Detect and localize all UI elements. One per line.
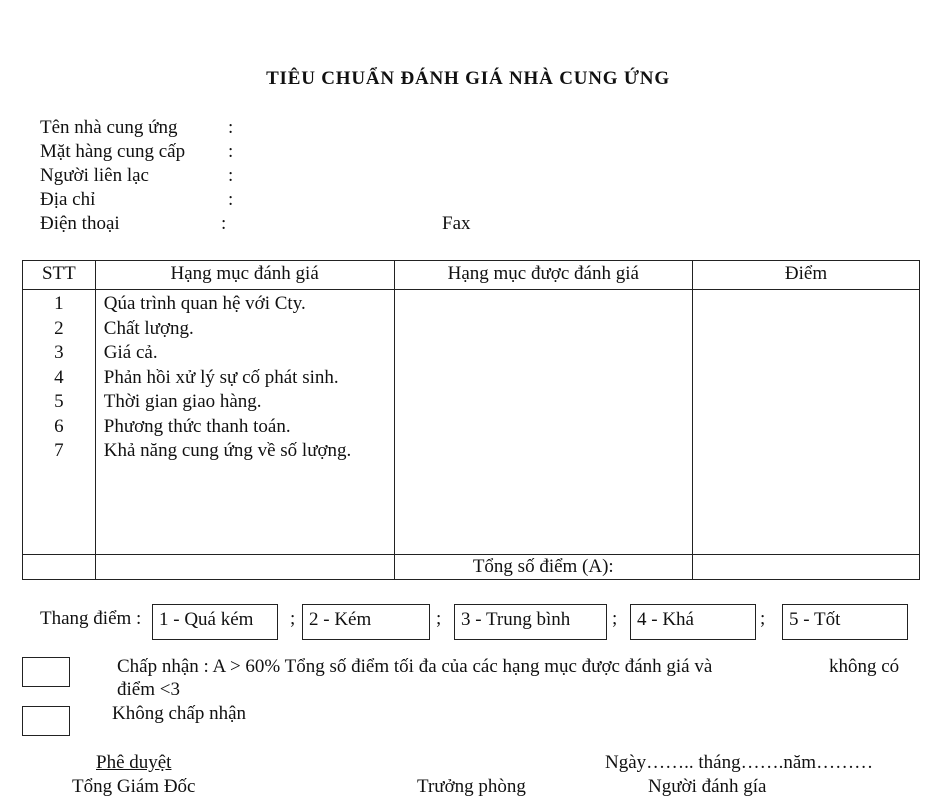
criteria-item: Thời gian giao hàng.	[103, 391, 262, 412]
score-cell[interactable]	[693, 290, 920, 555]
total-empty-stt	[23, 555, 96, 580]
criteria-item: Phản hồi xử lý sự cố phát sinh.	[103, 366, 339, 388]
contact-label: Người liên lạc	[40, 165, 149, 186]
supplier-name-colon: :	[228, 117, 234, 138]
evaluation-table	[22, 260, 920, 580]
row-number: 1	[54, 293, 64, 314]
row-number: 7	[54, 440, 64, 461]
total-empty-criteria	[95, 555, 394, 580]
criteria-cell	[95, 290, 394, 555]
address-colon: :	[228, 189, 234, 210]
header-score: Điểm	[693, 261, 920, 290]
criteria-item: Phương thức thanh toán.	[103, 415, 291, 437]
scale-option-5: 5 - Tốt	[782, 604, 908, 640]
contact-colon: :	[228, 165, 234, 186]
scale-separator: ;	[612, 608, 618, 629]
reject-text: Không chấp nhận	[112, 703, 247, 724]
product-colon: :	[228, 141, 234, 162]
date-line: Ngày…….. tháng…….năm………	[605, 752, 874, 773]
row-number: 3	[54, 342, 64, 363]
criteria-item: Chất lượng.	[103, 317, 194, 339]
scale-separator: ;	[760, 608, 766, 629]
head-label: Trưởng phòng	[417, 776, 526, 797]
header-evaluated-item: Hạng mục được đánh giá	[394, 261, 693, 290]
supplier-name-label: Tên nhà cung ứng	[40, 117, 178, 138]
address-label: Địa chỉ	[40, 189, 96, 210]
scale-option-3: 3 - Trung bình	[454, 604, 607, 640]
director-label: Tổng Giám Đốc	[72, 776, 196, 797]
scale-separator: ;	[436, 608, 442, 629]
row-number: 4	[54, 366, 64, 388]
table-body-row	[23, 290, 920, 555]
scale-separator: ;	[290, 608, 296, 629]
total-row	[23, 555, 920, 580]
product-label: Mặt hàng cung cấp	[40, 141, 186, 162]
row-number: 2	[54, 317, 64, 339]
scale-option-1: 1 - Quá kém	[152, 604, 278, 640]
total-score-label: Tổng số điểm (A):	[394, 555, 693, 580]
evaluated-item-cell[interactable]	[394, 290, 693, 555]
table-header-row	[23, 261, 920, 290]
stt-cell	[23, 290, 96, 555]
approval-label: Phê duyệt	[96, 752, 172, 773]
reject-checkbox[interactable]	[22, 706, 70, 736]
accept-text-line2: điểm <3	[117, 679, 180, 700]
document-title: TIÊU CHUẨN ĐÁNH GIÁ NHÀ CUNG ỨNG	[266, 68, 670, 89]
total-score-value[interactable]	[693, 555, 920, 580]
row-number: 6	[54, 415, 64, 437]
accept-checkbox[interactable]	[22, 657, 70, 687]
accept-text-continued: không có	[829, 656, 900, 677]
accept-text: Chấp nhận : A > 60% Tổng số điểm tối đa của các hạng mục được đánh giá và	[117, 656, 713, 677]
scale-label: Thang điểm :	[40, 608, 142, 629]
row-number: 5	[54, 391, 64, 412]
criteria-item: Khả năng cung ứng về số lượng.	[103, 440, 352, 461]
phone-label: Điện thoại	[40, 213, 120, 234]
phone-colon: :	[221, 213, 227, 234]
scale-option-4: 4 - Khá	[630, 604, 756, 640]
scale-option-2: 2 - Kém	[302, 604, 430, 640]
fax-label: Fax	[442, 213, 471, 234]
header-criteria: Hạng mục đánh giá	[95, 261, 394, 290]
evaluator-label: Người đánh gía	[648, 776, 767, 797]
criteria-item: Qúa trình quan hệ với Cty.	[103, 293, 306, 314]
header-stt: STT	[23, 261, 96, 290]
criteria-item: Giá cả.	[103, 342, 158, 363]
